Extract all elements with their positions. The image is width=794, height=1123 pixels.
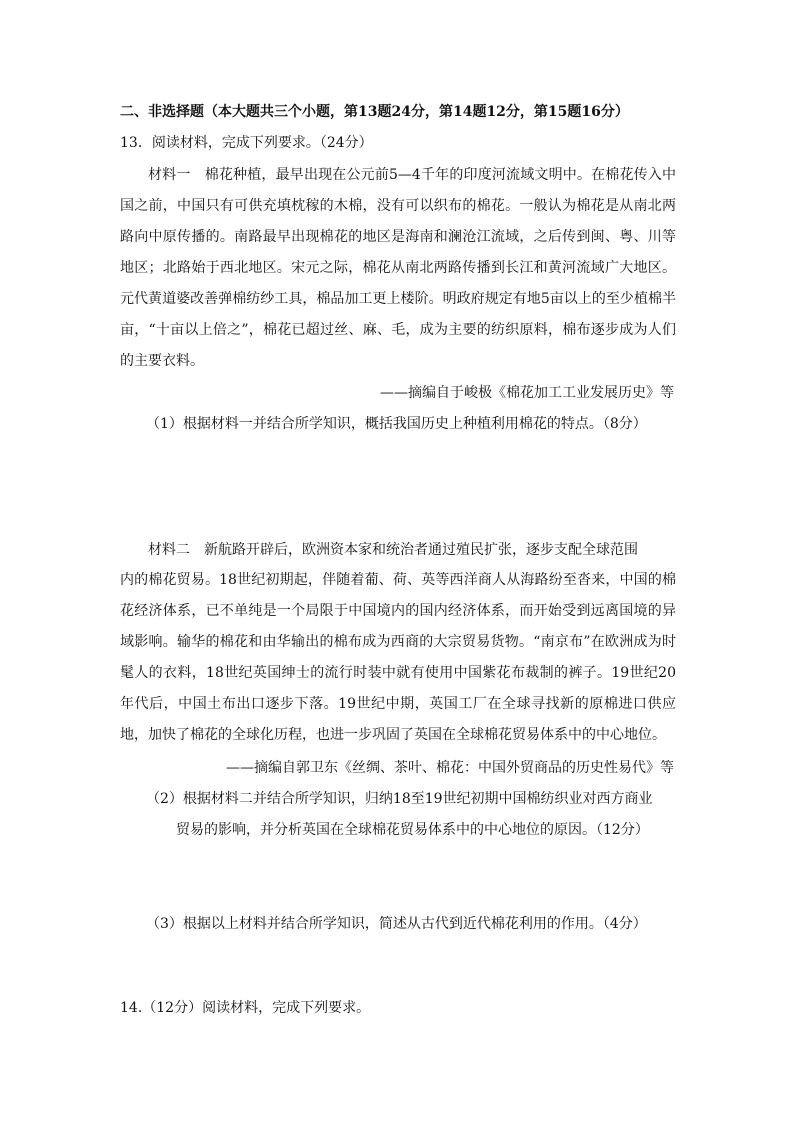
question-13-sub-1: （1）根据材料一并结合所学知识，概括我国历史上种植利用棉花的特点。（8分） — [146, 416, 647, 432]
question-13-heading: 13．阅读材料，完成下列要求。（24分） — [120, 135, 373, 151]
question-13-sub-3: （3）根据以上材料并结合所学知识，简述从古代到近代棉花利用的作用。（4分） — [146, 916, 647, 932]
question-14-heading: 14.（12分）阅读材料，完成下列要求。 — [120, 1000, 371, 1016]
section-title: 二、非选择题（本大题共三个小题，第13题24分，第14题12分，第15题16分） — [120, 104, 629, 120]
question-13-sub-2-line-1: （2）根据材料二并结合所学知识，归纳18至19世纪初期中国棉纺织业对西方商业 — [146, 791, 653, 807]
material-2-source: ——摘编自郭卫东《丝绸、茶叶、棉花：中国外贸商品的历史性易代》等 — [226, 760, 674, 776]
material-2-text: 内的棉花贸易。18世纪初期起，伴随着葡、荷、英等西洋商人从海路纷至沓来，中国的棉花经济体系，已不单纯是一个局限于中国境内的国内经济体系，而开始受到远离国境的异域影响。输华的棉花和由华输出的棉布成为西商的大宗贸易货物。“南京布”在欧洲成为时髦人的衣料，18世纪英国绅士的流行时装中就有使用中国紫花布裁制的裤子。19世纪20年代后，中国土布出口逐步下落。19世纪中期，英国工厂在全球寻找新的原棉进口供应地，加快了棉花的全球化历程，也进一步巩固了英国在全球棉花贸易体系中的中心地位。 — [120, 572, 676, 743]
material-1-text: 材料一 棉花种植，最早出现在公元前5—4千年的印度河流域文明中。在棉花传入中国之前，中国只有可供充填枕稼的木棉，没有可以织布的棉花。一般认为棉花是从南北两路向中原传播的。南路最早出现棉花的地区是海南和澜沧江流域，之后传到闽、粤、川等地区；北路始于西北地区。宋元之际，棉花从南北两路传播到长江和黄河流域广大地区。元代黄道婆改善弹棉纺纱工具，棉品加工更上楼阶。明政府规定有地5亩以上的至少植棉半亩，“十亩以上倍之”，棉花已超过丝、麻、毛，成为主要的纺织原料，棉布逐步成为人们的主要衣料。 — [120, 167, 676, 369]
material-2-first-line: 材料二 新航路开辟后，欧洲资本家和统治者通过殖民扩张，逐步支配全球范围 — [148, 542, 638, 558]
material-1-source: ——摘编自于峻极《棉花加工工业发展历史》等 — [380, 385, 674, 401]
question-13-sub-2-line-2: 贸易的影响，并分析英国在全球棉花贸易体系中的中心地位的原因。（12分） — [176, 822, 649, 838]
